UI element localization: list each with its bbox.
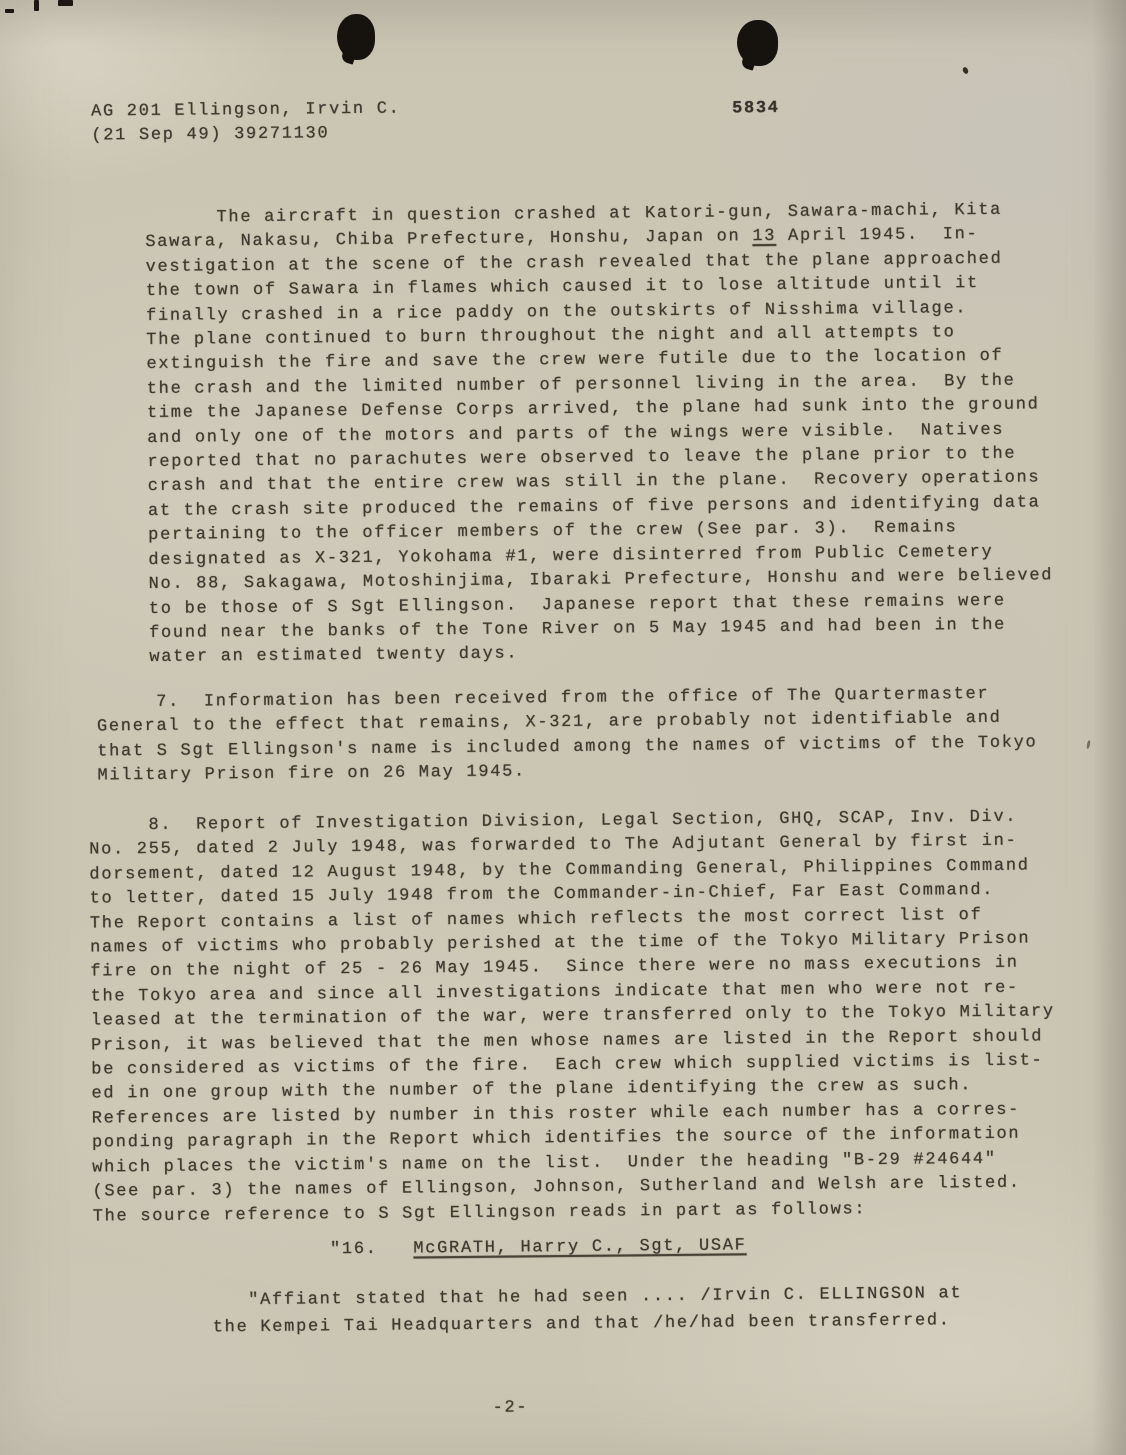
paragraph-7-quartermaster: 7. Information has been received from the office of The Quartermaster General to the effect that remains, X-321, are probably not identifiable and that S Sgt Ellingson's name is included among the names of victims of the Tokyo Military Prison fire on 26 May 1945. (96, 684, 1038, 786)
affiant-statement: "Affiant stated that he had seen .... /Irvin C. ELLINGSON at the Kempei Tai Headquarters and that /he/had been transferred. (212, 1284, 963, 1337)
quote-heading-mcgrath (330, 1234, 747, 1262)
paragraph-crash-narrative (145, 198, 1054, 670)
affiant-name-underlined: McGRATH, Harry C., Sgt, USAF (413, 1236, 747, 1259)
file-reference-header: AG 201 Ellingson, Irvin C. (21 Sep 49) 39271130 (90, 99, 401, 146)
paragraph-6-part1: The aircraft in question crashed at Katori-gun, Sawara-machi, Kita Sawara, Nakasu, Chiba Prefecture, Honshu, Japan on (145, 200, 1003, 253)
quote-number: "16. (329, 1239, 414, 1260)
page-number: -2- (492, 1398, 529, 1418)
underlined-date: 13 (752, 227, 777, 247)
paragraph-6-part2: April 1945. In- vestigation at the scene of the crash revealed that the plane approached the town of Sawara in flames which caused it to lose altitude until it finally crashed in a rice paddy on the outskirts of Nisshima village. The plane continued to burn throughout the night and all attempts to extinguish the fire and save the crew were futile due to the location of the crash and the limited number of personnel living in the area. By the time the Japanese Defense Corps arrived, the plane had sunk into the ground and only one of the motors and parts of the wings were visible. Natives reported that no parachutes were observed to leave the plane prior to the crash and that the entire crew was still in the plane. Recovery operations at the crash site produced the remains of five persons and identifying data pertaining to the officer members of the crew (See par. 3). Remains designated as X-321, Yokohama #1, were disinterred from Public Cemetery No. 88, Sakagawa, Motoshinjima, Ibaraki Prefecture, Honshu and were believed to be those of S Sgt Ellingson. Japanese report that these remains were found near the banks of the Tone River on 5 May 1945 and had been in the water an estimated twenty days. (145, 225, 1054, 668)
serial-number: 5834 (731, 98, 780, 119)
paragraph-8-investigation-report: 8. Report of Investigation Division, Legal Section, GHQ, SCAP, Inv. Div. No. 255, dated 2 July 1948, was forwarded to The Adjutant General by first in- dorsement, dated 12 August 1948, by the Commanding General, Philippines Command to letter, dated 15 July 1948 from the Commander-in-Chief, Far East Command. The Report contains a list of names which reflects the most correct list of names of victims who probably perished at the time of the Tokyo Military Prison fire on the night of 25 - 26 May 1945. Since there were no mass executions in the Tokyo area and since all investigations indicate that men who were not re- leased at the termination of the war, were transferred only to the Tokyo Military Prison, it was believed that the men whose names are listed in the Report should be considered as victims of the fire. Each crew which supplied victims is list- ed in one group with the number of the plane identifying the crew as such. References are listed by number in this roster while each number has a corres- ponding paragraph in the Report which identifies the source of the information which places the victim's name on the list. Under the heading "B-29 #24644" (See par. 3) the names of Ellingson, Johnson, Sutherland and Welsh are listed. The source reference to S Sgt Ellingson reads in part as follows: (88, 807, 1055, 1227)
